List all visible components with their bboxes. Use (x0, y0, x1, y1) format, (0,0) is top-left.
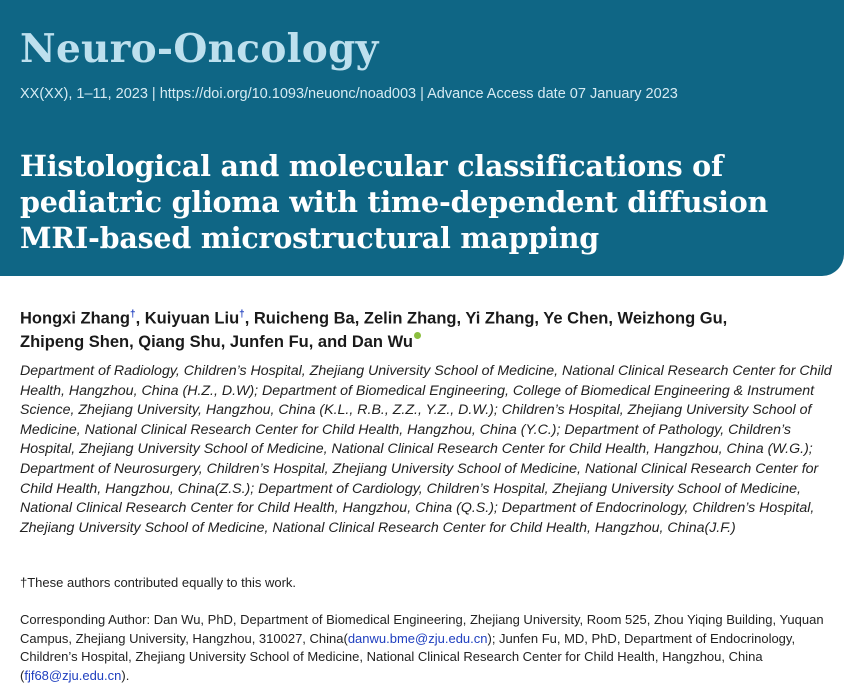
author-name: Kuiyuan Liu (144, 309, 240, 328)
email-link[interactable]: danwu.bme@zju.edu.cn (347, 630, 488, 646)
corresponding-text: ). (121, 667, 130, 683)
article-title: Histological and molecular classifications of pediatric glioma with time-dependent diffusion MRI-based microstructural mapping (20, 149, 769, 255)
author-list: Hongxi Zhang†, Kuiyuan Liu†, Ruicheng Ba, Zelin Zhang, Yi Zhang, Ye Chen, Weizhong Gu, Zhipeng Shen, Qiang Shu, Junfen Fu, and Dan Wu (20, 309, 728, 351)
journal-name: Neuro-Oncology (20, 26, 379, 72)
dagger-mark: † (239, 309, 245, 320)
corresponding-text: Corresponding Author: Dan Wu, PhD, Department of Biomedical Engineering, Zhejiang University, Room 525, Zhou Yiqing Building, Yuquan Campus, Zhejiang University, Hangzhou, 310027, China( (20, 612, 824, 646)
corresponding-author (20, 611, 832, 685)
equal-contribution-note: †These authors contributed equally to this work. (20, 575, 297, 590)
journal-banner (0, 0, 844, 276)
dagger-mark: † (130, 309, 136, 320)
orcid-icon[interactable] (414, 332, 421, 339)
author-names: Ruicheng Ba, Zelin Zhang, Yi Zhang, Ye Chen, Weizhong Gu, (253, 309, 728, 328)
email-link[interactable]: fjf68@zju.edu.cn (24, 667, 122, 683)
article-meta: XX(XX), 1–11, 2023 | https://doi.org/10.1093/neuonc/noad003 | Advance Access date 07 January 2023 (20, 86, 678, 102)
author-name: Hongxi Zhang (20, 309, 130, 328)
affiliations: Department of Radiology, Children’s Hospital, Zhejiang University School of Medicine, National Clinical Research Center for Child Health, Hangzhou, China (H.Z., D.W); Department of Biomedical Engineering, College of Biomedical Engineering & Instrument Science, Zhejiang University, Hangzhou, China (K.L., R.B., Z.Z., Y.Z., D.W.); Children’s Hospital, Zhejiang University School of Medicine, National Clinical Research Center for Child Health, Hangzhou, China (Y.C.); Department of Pathology, Children’s Hospital, Zhejiang University School of Medicine, National Clinical Research Center for Child Health, Hangzhou, China (W.G.); Department of Neurosurgery, Children’s Hospital, Zhejiang University School of Medicine, National Clinical Research Center for Child Health, Hangzhou, China(Z.S.); Department of Cardiology, Children’s Hospital, Zhejiang University School of Medicine, National Clinical Research Center for Child Health, Hangzhou, China (Q.S.); Department of Endocrinology, Children’s Hospital, Zhejiang University School of Medicine, National Clinical Research Center for Child Health, Hangzhou, China(J.F.) (20, 363, 832, 536)
author-names: Zhipeng Shen, Qiang Shu, Junfen Fu, and Dan Wu (20, 332, 413, 351)
corresponding-text: ); Junfen Fu, MD, PhD, Department of Endocrinology, Children’s Hospital, Zhejiang University School of Medicine, National Clinical Research Center for Child Health, Hangzhou, China ( (20, 630, 796, 683)
